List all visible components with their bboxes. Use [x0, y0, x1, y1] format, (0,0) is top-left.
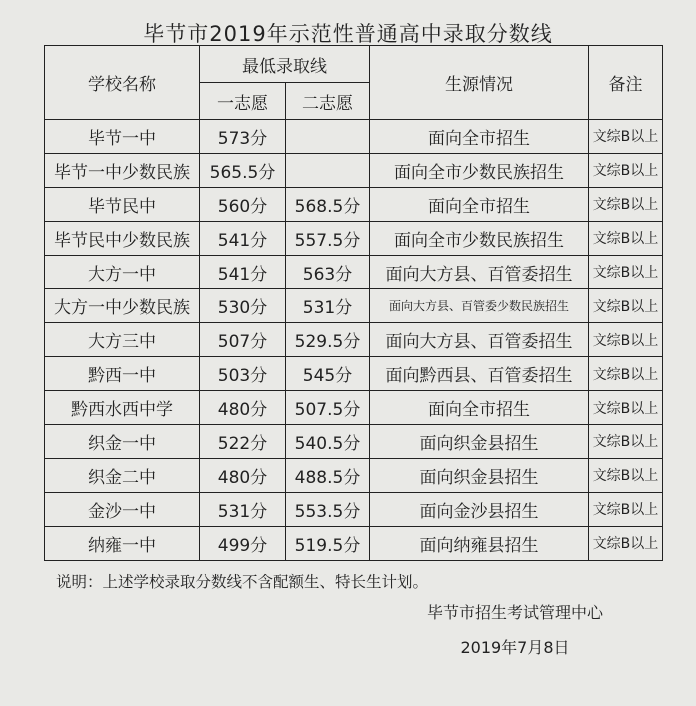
cell-school: 毕节民中少数民族: [45, 221, 200, 255]
cell-school: 毕节民中: [45, 187, 200, 221]
table-row: [45, 458, 663, 492]
admission-score-table: [44, 45, 663, 561]
cell-second-score: 545分: [286, 357, 370, 391]
cell-remark: 文综B以上: [589, 391, 663, 425]
cell-school: 大方一中少数民族: [45, 289, 200, 323]
cell-source: 面向全市少数民族招生: [370, 153, 589, 187]
cell-first-score: 531分: [200, 492, 286, 526]
table-row: [45, 187, 663, 221]
cell-remark: 文综B以上: [589, 289, 663, 323]
cell-source: 面向织金县招生: [370, 458, 589, 492]
cell-source: 面向大方县、百管委招生: [370, 255, 589, 289]
cell-second-score: 519.5分: [286, 526, 370, 560]
table-row: [45, 221, 663, 255]
table-row: [45, 357, 663, 391]
cell-second-score: 553.5分: [286, 492, 370, 526]
issue-date: 2019年7月8日: [460, 638, 570, 657]
cell-source: 面向金沙县招生: [370, 492, 589, 526]
document-title: 毕节市2019年示范性普通高中录取分数线: [143, 22, 553, 46]
cell-first-score: 499分: [200, 526, 286, 560]
cell-first-score: 503分: [200, 357, 286, 391]
table-row: [45, 120, 663, 154]
cell-source: 面向黔西县、百管委招生: [370, 357, 589, 391]
cell-second-score: 488.5分: [286, 458, 370, 492]
table-row: [45, 153, 663, 187]
cell-first-score: 507分: [200, 323, 286, 357]
table-row: [45, 289, 663, 323]
cell-second-score: 568.5分: [286, 187, 370, 221]
cell-school: 毕节一中少数民族: [45, 153, 200, 187]
cell-second-score: [286, 153, 370, 187]
cell-first-score: 522分: [200, 425, 286, 459]
cell-remark: 文综B以上: [589, 323, 663, 357]
table-row: [45, 255, 663, 289]
cell-first-score: 560分: [200, 187, 286, 221]
cell-first-score: 573分: [200, 120, 286, 154]
cell-school: 织金一中: [45, 425, 200, 459]
cell-source: 面向织金县招生: [370, 425, 589, 459]
issuer-signature: 毕节市招生考试管理中心: [426, 603, 603, 622]
cell-remark: 文综B以上: [589, 187, 663, 221]
cell-remark: 文综B以上: [589, 255, 663, 289]
table-row: [45, 391, 663, 425]
cell-first-score: 530分: [200, 289, 286, 323]
cell-remark: 文综B以上: [589, 357, 663, 391]
cell-remark: 文综B以上: [589, 153, 663, 187]
cell-school: 大方一中: [45, 255, 200, 289]
header-min-score: 最低录取线: [200, 46, 370, 83]
header-second-choice: 二志愿: [286, 83, 370, 120]
header-remark: 备注: [589, 46, 663, 120]
table-row: [45, 526, 663, 560]
cell-remark: 文综B以上: [589, 120, 663, 154]
cell-second-score: 563分: [286, 255, 370, 289]
cell-remark: 文综B以上: [589, 221, 663, 255]
cell-source: 面向大方县、百管委招生: [370, 323, 589, 357]
cell-school: 黔西一中: [45, 357, 200, 391]
header-source: 生源情况: [370, 46, 589, 120]
header-school: 学校名称: [45, 46, 200, 120]
cell-first-score: 565.5分: [200, 153, 286, 187]
cell-first-score: 541分: [200, 255, 286, 289]
table-row: [45, 425, 663, 459]
cell-second-score: [286, 120, 370, 154]
cell-school: 织金二中: [45, 458, 200, 492]
cell-second-score: 529.5分: [286, 323, 370, 357]
cell-remark: 文综B以上: [589, 492, 663, 526]
cell-first-score: 541分: [200, 221, 286, 255]
cell-source: 面向大方县、百管委少数民族招生: [370, 289, 589, 323]
cell-school: 金沙一中: [45, 492, 200, 526]
cell-first-score: 480分: [200, 458, 286, 492]
cell-school: 纳雍一中: [45, 526, 200, 560]
cell-source: 面向全市招生: [370, 391, 589, 425]
cell-school: 黔西水西中学: [45, 391, 200, 425]
cell-source: 面向全市招生: [370, 187, 589, 221]
cell-second-score: 507.5分: [286, 391, 370, 425]
cell-school: 大方三中: [45, 323, 200, 357]
cell-source: 面向全市招生: [370, 120, 589, 154]
cell-first-score: 480分: [200, 391, 286, 425]
cell-school: 毕节一中: [45, 120, 200, 154]
table-row: [45, 323, 663, 357]
footnote: 说明：上述学校录取分数线不含配额生、特长生计划。: [56, 573, 429, 591]
cell-remark: 文综B以上: [589, 425, 663, 459]
cell-remark: 文综B以上: [589, 458, 663, 492]
table-row: [45, 492, 663, 526]
cell-second-score: 540.5分: [286, 425, 370, 459]
cell-source: 面向纳雍县招生: [370, 526, 589, 560]
cell-source: 面向全市少数民族招生: [370, 221, 589, 255]
cell-remark: 文综B以上: [589, 526, 663, 560]
cell-second-score: 531分: [286, 289, 370, 323]
header-first-choice: 一志愿: [200, 83, 286, 120]
cell-second-score: 557.5分: [286, 221, 370, 255]
